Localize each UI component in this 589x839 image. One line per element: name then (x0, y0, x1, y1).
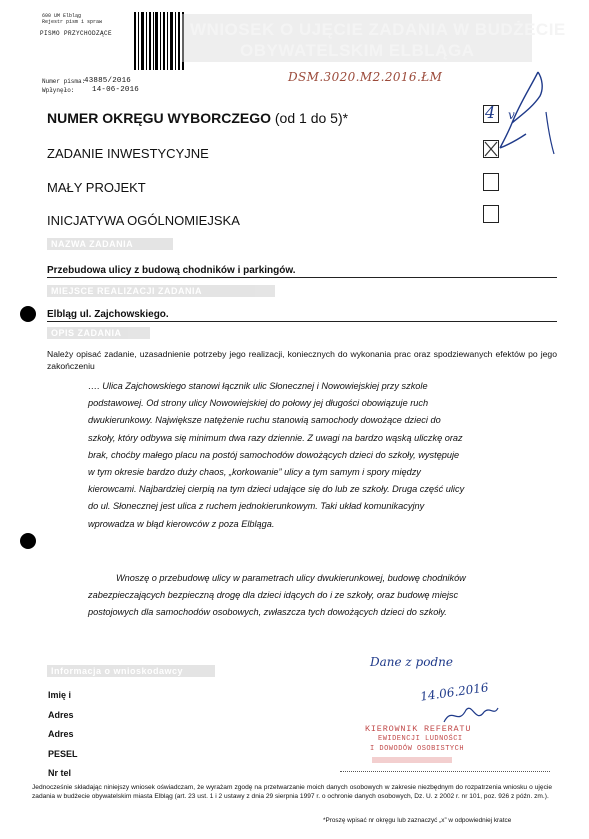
task-place-value: Elbląg ul. Zajchowskiego. (47, 309, 169, 320)
applicant-field-pesel: PESEL (48, 748, 78, 759)
consent-text: Jednocześnie składając niniejszy wniosek oświadczam, że wyrażam zgodę na przetwarzanie moich danych osobowych w zakresie niezbędnym do rozpatrzenia wniosku o ujęcie zadania w budżecie obywatelskim miasta Elbląg (art. 23 ust. 1 i 2 ustawy z dnia 29 sierpnia 1997 r. o ochronie danych osobowych, Dz. U. z 2002 r. nr 101, poz. 926 z późn. zm.). (32, 784, 552, 800)
description-line: wprowadza w błąd kierowców z poza Elbląga. (88, 518, 275, 529)
description-line: podstawowej. Od strony ulicy Nowowiejskiej do połowy jej długości obowiązuje ruch (88, 398, 429, 409)
description-line: w tym okresie bardzo duży chaos, „korkowanie” ulicy a tym samym i spory między (88, 467, 421, 478)
section-header-name: NAZWA ZADANIA (47, 238, 173, 250)
registry-org-line2: Rejestr pism i spraw (42, 19, 103, 25)
description-line: kierowcami. Najbardziej cierpią na tym dzieci udające się do lub ze szkoły. Druga część ulicy (88, 484, 465, 495)
registry-label: PISMO PRZYCHODZĄCE (40, 30, 113, 37)
registry-number-label: Numer pisma: (42, 78, 86, 85)
registry-org (42, 13, 102, 25)
applicant-field-address2: Adres (48, 729, 74, 739)
row-citywide-initiative: INICJATYWA OGÓLNOMIEJSKA (47, 213, 240, 228)
description-line: zabezpieczających bezpieczną drogę dla dzieci idących do i ze szkoły, oraz budowę miejsc (88, 590, 459, 601)
task-name-underline (47, 277, 557, 278)
description-body-2 (88, 570, 542, 622)
row-small-project: MAŁY PROJEKT (47, 180, 146, 195)
section-header-description: OPIS ZADANIA (47, 327, 150, 339)
registry-date-value: 14-06-2016 (92, 86, 140, 94)
row-electoral-district-bold: NUMER OKRĘGU WYBORCZEGO (47, 110, 271, 126)
handwritten-note-line2: 14.06.2016 (419, 680, 490, 704)
description-body (88, 378, 542, 533)
checkbox-citywide[interactable] (483, 205, 499, 223)
punch-hole-top (20, 306, 36, 322)
task-place-underline (47, 321, 557, 322)
section-header-place: MIEJSCE REALIZACJI ZADANIA (47, 285, 275, 297)
row-electoral-district-rest: (od 1 do 5)* (271, 110, 349, 126)
official-stamp-line2: EWIDENCJI LUDNOŚCI (378, 735, 463, 743)
header-title-line1: WNIOSEK O UJĘCIE ZADANIA W BUDŻECIE (190, 20, 566, 39)
checkbox-district-value: 4 (485, 103, 496, 122)
description-line: dwukierunkowy. Największe natężenie ruchu stanowią samochody dowożące dzieci do (88, 415, 441, 426)
handwritten-reference: DSM.3020.M2.2016.ŁM (288, 70, 443, 84)
applicant-field-name: Imię i (48, 690, 72, 700)
registry-number-value: 43885/2016 (84, 77, 132, 85)
description-line: Wnoszę o przebudowę ulicy w parametrach ulicy dwukierunkowej, budowę chodników (116, 573, 466, 583)
header-title-line2: OBYWATELSKIM ELBLĄGA (240, 41, 475, 60)
row-electoral-district (47, 110, 348, 126)
checkbox-small-project[interactable] (483, 173, 499, 191)
description-line: postojowych dla samochodów osobowych, zwłaszcza tych dowożących dzieci do szkoły. (88, 607, 447, 618)
applicant-fields (48, 686, 78, 784)
row-investment-task: ZADANIE INWESTYCYJNE (47, 146, 209, 161)
redacted-area (80, 684, 350, 776)
signature-scribble (490, 68, 560, 158)
description-line: szkoły, który odbywa się minimum dwa razy dziennie. Z uwagi na bardzo wąską uliczkę oraz (88, 432, 463, 443)
official-stamp-line3: I DOWODÓW OSOBISTYCH (370, 745, 465, 753)
applicant-field-phone: Nr tel (48, 768, 72, 778)
description-line: brak, choćby małego placu na postój samochodów dowożących dzieci do szkoły, występuje (88, 449, 460, 460)
applicant-field-address: Adres (48, 709, 74, 720)
handwritten-note-line1: Dane z podne (370, 655, 453, 669)
footnote: *Proszę wpisać nr okręgu lub zaznaczyć „x” w odpowiedniej kratce (323, 817, 512, 824)
description-line: do ul. Słonecznej jest ulica z ruchem jednokierunkowym. Taki układ komunikacyjny (88, 501, 425, 512)
description-instruction: Należy opisać zadanie, uzasadnienie potrzeby jego realizacji, koniecznych do wykonania prac oraz spodziewanych efektów po jego zakończeniu (47, 349, 557, 371)
stamp-signature-smudge (372, 757, 452, 763)
description-line: …. Ulica Zajchowskiego stanowi łącznik ulic Słonecznej i Nowowiejskiej przy szkole (88, 381, 428, 391)
checkmark-note: v (508, 108, 515, 122)
official-stamp-line1: KIEROWNIK REFERATU (365, 724, 472, 734)
barcode-icon (134, 12, 184, 70)
task-name-value: Przebudowa ulicy z budową chodników i parkingów. (47, 265, 296, 276)
registry-org-line1: 600 UM Elbląg (42, 13, 82, 19)
section-header-applicant: Informacja o wnioskodawcy (47, 665, 215, 677)
signature-line (340, 771, 550, 772)
registry-date-label: Wpłynęło: (42, 87, 75, 94)
punch-hole-bottom (20, 533, 36, 549)
checkbox-investment-x-mark (484, 141, 498, 157)
